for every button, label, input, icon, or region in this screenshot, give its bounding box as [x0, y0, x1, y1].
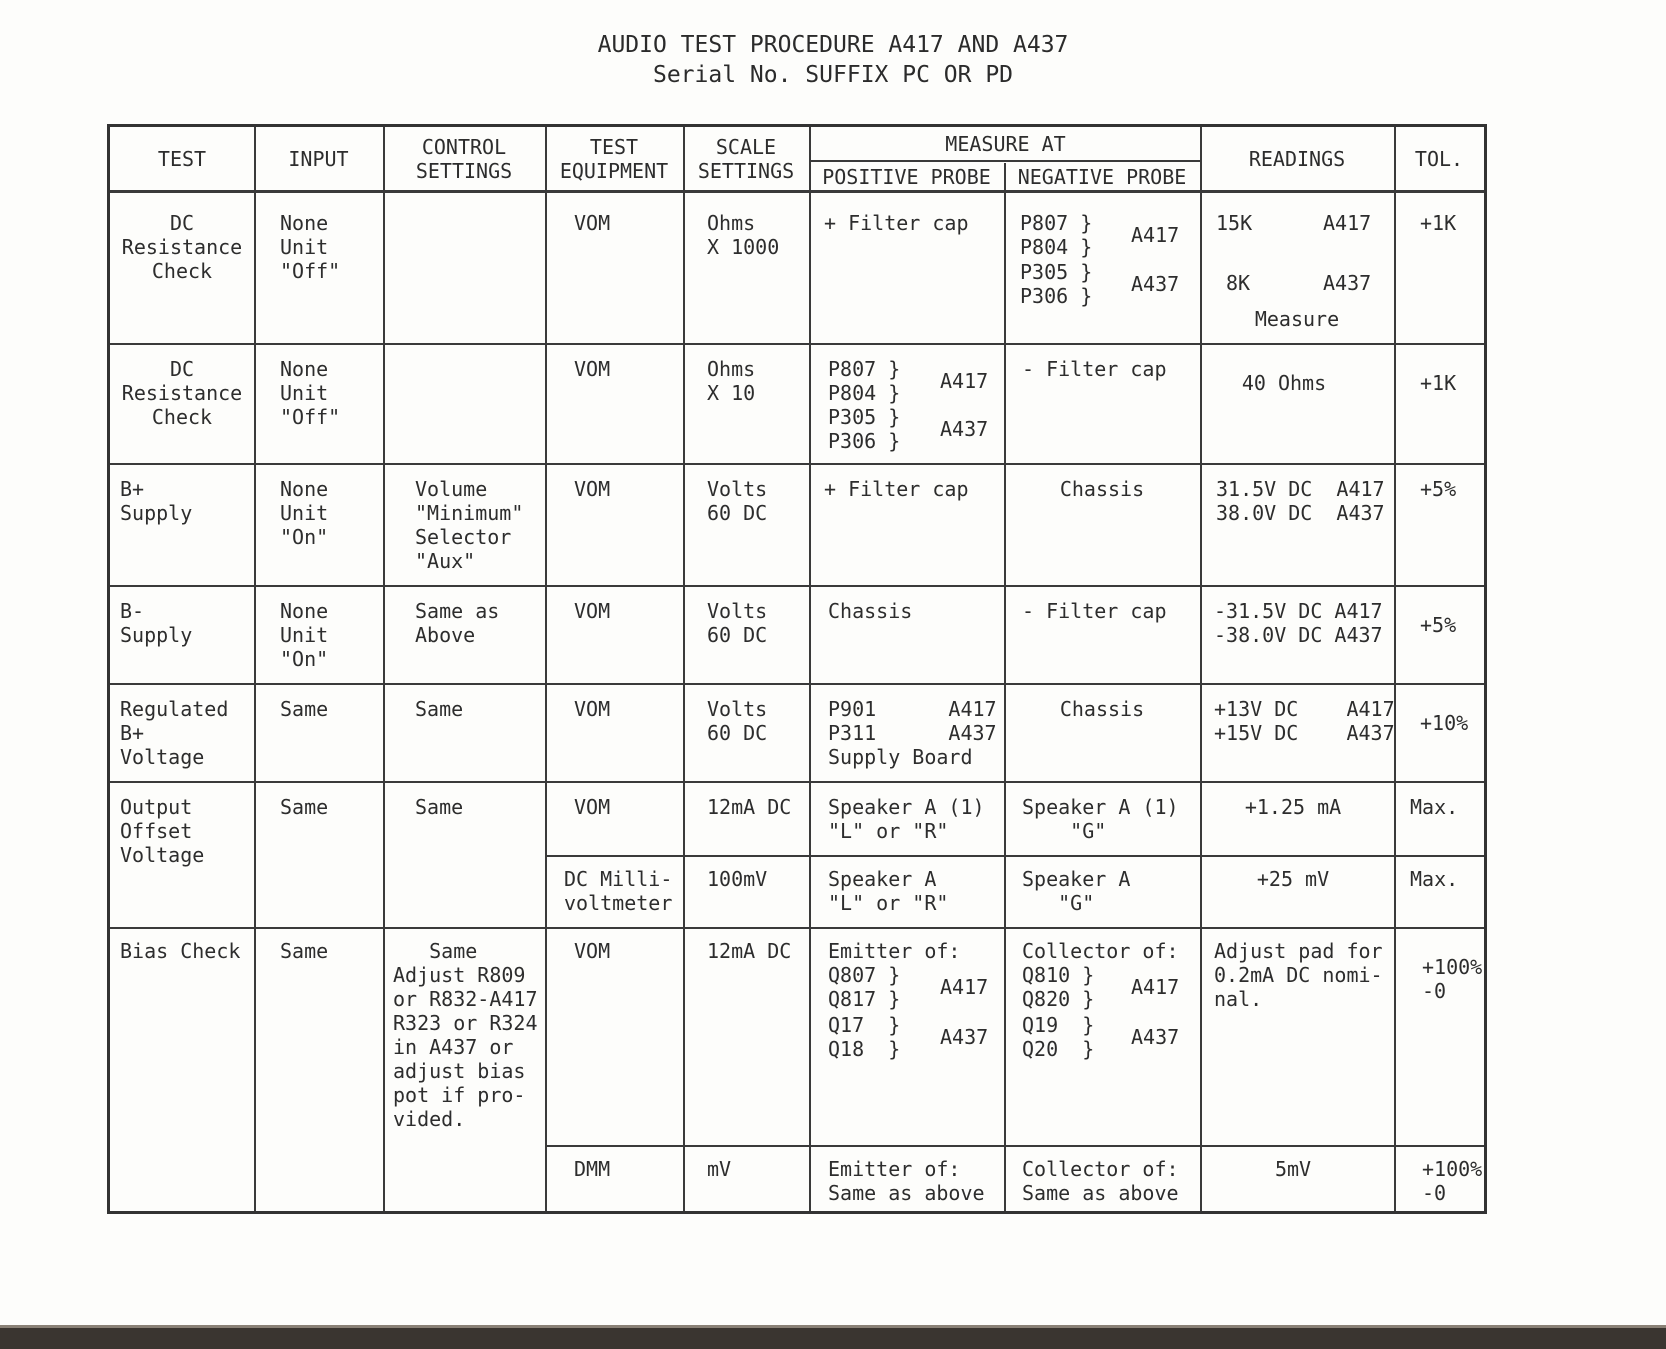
r3-equipment: VOM	[574, 477, 611, 501]
r3-tolerance: +5%	[1420, 477, 1457, 501]
r7-negative-probe-b: Q19 } Q20 }	[1022, 1013, 1095, 1061]
r3-negative-probe: Chassis	[1059, 477, 1145, 501]
header-scale-settings: SCALE SETTINGS	[697, 135, 795, 183]
r7-tolerance: +100% -0	[1422, 955, 1483, 1003]
r1-tolerance: +1K	[1420, 211, 1457, 235]
r3-input: None Unit "On"	[280, 477, 329, 549]
header-control-settings: CONTROL SETTINGS	[415, 135, 513, 183]
r6-negative-probe: Speaker A (1) "G"	[1022, 795, 1179, 843]
r5-equipment: VOM	[574, 697, 611, 721]
r7-equipment: VOM	[574, 939, 611, 963]
r2-positive-probe-a-model: A417	[940, 369, 989, 393]
header-input: INPUT	[288, 147, 349, 171]
r3-test: B+ Supply	[120, 477, 193, 525]
r4-negative-probe: - Filter cap	[1022, 599, 1167, 623]
r4-reading: -31.5V DC A417 -38.0V DC A437	[1214, 599, 1383, 647]
r1-reading-b-model: A437	[1323, 271, 1372, 295]
r5-positive-probe: P901 A417 P311 A437 Supply Board	[828, 697, 997, 769]
r7-positive-probe-b-model: A437	[940, 1025, 989, 1049]
r7b-tolerance: +100% -0	[1422, 1157, 1483, 1205]
r6-control-settings: Same	[415, 795, 464, 819]
r4-equipment: VOM	[574, 599, 611, 623]
r2-negative-probe: - Filter cap	[1022, 357, 1167, 381]
r2-reading: 40 Ohms	[1241, 371, 1327, 395]
r1-reading-a-model: A417	[1323, 211, 1372, 235]
r3-control-settings: Volume "Minimum" Selector "Aux"	[415, 477, 524, 573]
r7-positive-probe-head: Emitter of:	[828, 939, 961, 963]
r2-tolerance: +1K	[1420, 371, 1457, 395]
r2-input: None Unit "Off"	[280, 357, 341, 429]
r1-input: None Unit "Off"	[280, 211, 341, 283]
r6b-reading: +25 mV	[1256, 867, 1330, 891]
test-procedure-table	[107, 124, 1487, 1214]
r6-equipment: VOM	[574, 795, 611, 819]
r5-input: Same	[280, 697, 329, 721]
r2-positive-probe-b-model: A437	[940, 417, 989, 441]
r7b-reading: 5mV	[1274, 1157, 1312, 1181]
header-test-equipment: TEST EQUIPMENT	[559, 135, 669, 183]
r5-test: Regulated B+ Voltage	[120, 697, 229, 769]
r7-negative-probe-a: Q810 } Q820 }	[1022, 963, 1095, 1011]
header-positive-probe: POSITIVE PROBE	[822, 165, 991, 189]
r6b-tolerance: Max.	[1410, 867, 1459, 891]
header-measure-at: MEASURE AT	[945, 132, 1066, 156]
r7-negative-probe-head: Collector of:	[1022, 939, 1179, 963]
r7-test: Bias Check	[120, 939, 241, 963]
r3-scale: Volts 60 DC	[707, 477, 768, 525]
r7-positive-probe-a: Q807 } Q817 }	[828, 963, 901, 1011]
r7b-equipment: DMM	[574, 1157, 611, 1181]
r1-negative-probe-a: P807 } P804 }	[1020, 211, 1093, 259]
r7b-scale: mV	[707, 1157, 732, 1181]
bottom-border	[0, 1325, 1666, 1349]
header-test: TEST	[157, 147, 207, 171]
r5-reading: +13V DC A417 +15V DC A437	[1214, 697, 1395, 745]
r1-equipment: VOM	[574, 211, 611, 235]
r5-negative-probe: Chassis	[1059, 697, 1145, 721]
r4-positive-probe: Chassis	[828, 599, 913, 623]
r4-input: None Unit "On"	[280, 599, 329, 671]
r2-test: DC Resistance Check	[121, 357, 243, 429]
r4-scale: Volts 60 DC	[707, 599, 768, 647]
r1-reading-a: 15K	[1216, 211, 1253, 235]
r7b-negative-probe: Collector of: Same as above	[1022, 1157, 1179, 1205]
r6b-scale: 100mV	[707, 867, 768, 891]
r1-reading-b: 8K	[1226, 271, 1251, 295]
r1-reading-note: Measure	[1254, 307, 1340, 331]
r5-scale: Volts 60 DC	[707, 697, 768, 745]
r7-control-settings: Same Adjust R809 or R832-A417 R323 or R324 in A437 or adjust bias pot if pro- vided.	[393, 939, 538, 1131]
r6-input: Same	[280, 795, 329, 819]
r7-negative-probe-a-model: A417	[1131, 975, 1180, 999]
header-negative-probe: NEGATIVE PROBE	[1017, 165, 1187, 189]
r1-test: DC Resistance Check	[121, 211, 243, 283]
document-title	[0, 30, 1666, 90]
r7-reading: Adjust pad for 0.2mA DC nomi- nal.	[1214, 939, 1383, 1011]
r2-scale: Ohms X 10	[707, 357, 756, 405]
r1-negative-probe-b: P305 } P306 }	[1020, 260, 1093, 308]
r6-reading: +1.25 mA	[1244, 795, 1342, 819]
title-line-1: AUDIO TEST PROCEDURE A417 AND A437	[597, 32, 1069, 58]
r2-positive-probe-b: P305 } P306 }	[828, 405, 901, 453]
r3-positive-probe: + Filter cap	[824, 477, 969, 501]
r1-scale: Ohms X 1000	[707, 211, 780, 259]
r2-equipment: VOM	[574, 357, 611, 381]
r6-positive-probe: Speaker A (1) "L" or "R"	[828, 795, 985, 843]
r6-test: Output Offset Voltage	[120, 795, 205, 867]
r7-scale: 12mA DC	[707, 939, 792, 963]
r6b-equipment: DC Milli- voltmeter	[564, 867, 673, 915]
r4-test: B- Supply	[120, 599, 193, 647]
header-tolerance: TOL.	[1414, 147, 1464, 171]
r6b-positive-probe: Speaker A "L" or "R"	[828, 867, 949, 915]
r3-reading: 31.5V DC A417 38.0V DC A437	[1216, 477, 1385, 525]
r7-negative-probe-b-model: A437	[1131, 1025, 1180, 1049]
r4-control-settings: Same as Above	[415, 599, 500, 647]
r7-positive-probe-b: Q17 } Q18 }	[828, 1013, 901, 1061]
r2-positive-probe-a: P807 } P804 }	[828, 357, 901, 405]
header-readings: READINGS	[1248, 147, 1346, 171]
r7-positive-probe-a-model: A417	[940, 975, 989, 999]
r1-negative-probe-a-model: A417	[1131, 223, 1180, 247]
r6-tolerance: Max.	[1410, 795, 1459, 819]
r5-control-settings: Same	[415, 697, 464, 721]
r7-input: Same	[280, 939, 329, 963]
r4-tolerance: +5%	[1420, 613, 1457, 637]
r7b-positive-probe: Emitter of: Same as above	[828, 1157, 985, 1205]
r5-tolerance: +10%	[1420, 711, 1469, 735]
r6-scale: 12mA DC	[707, 795, 792, 819]
title-line-2: Serial No. SUFFIX PC OR PD	[652, 62, 1014, 88]
r1-negative-probe-b-model: A437	[1131, 272, 1180, 296]
r6b-negative-probe: Speaker A "G"	[1022, 867, 1131, 915]
r1-positive-probe: + Filter cap	[824, 211, 969, 235]
